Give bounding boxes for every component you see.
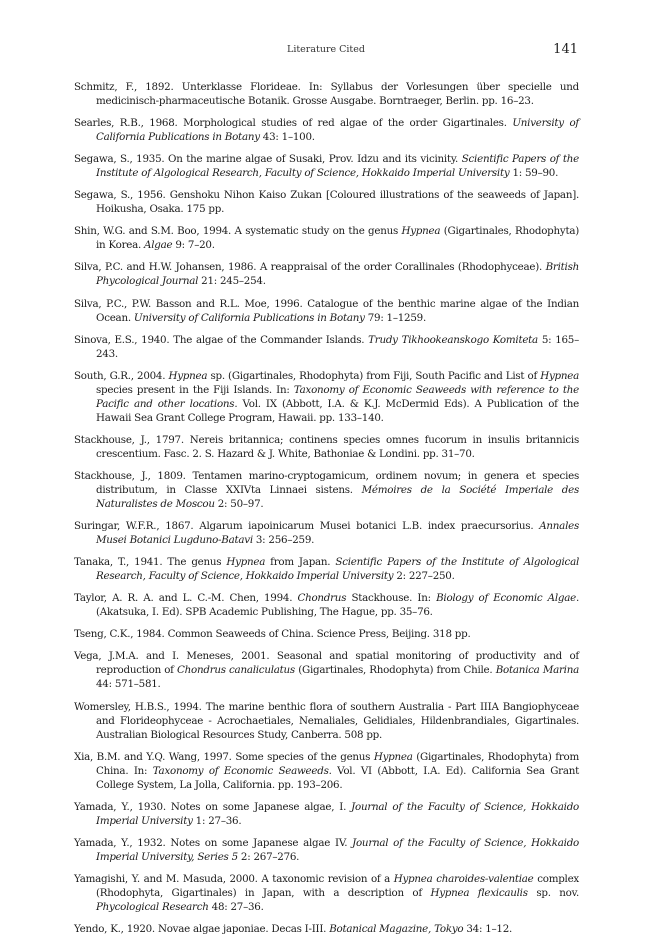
reference-italic-text: Phycological Research <box>96 900 209 913</box>
reference-text: 44: 571–581. <box>96 678 161 691</box>
reference-entry <box>74 333 579 361</box>
reference-entry <box>74 260 579 288</box>
reference-text: Womersley, H.B.S., 1994. The marine benthic flora of southern Australia - Part IIIA Bangiophyceae and Florideophyceae - Acrochaetiales, Nemaliales, Gelidiales, Hildenbrandiales, Gigartinales. Australian Biological Resources Study, Canberra. 508 pp. <box>74 700 579 741</box>
reference-text: South, G.R., 2004. <box>74 369 169 382</box>
reference-text: 1: 59–90. <box>509 167 559 180</box>
reference-text: Stackhouse, J., 1809. Tentamen marino-cryptogamicum, ordinem novum; in genera et species distributum, in Classe XXIVta Linnaei sistens. <box>74 469 579 496</box>
reference-text: 34: 1–12. <box>463 922 513 935</box>
reference-text: Silva, P.C., P.W. Basson and R.L. Moe, 1996. Catalogue of the benthic marine algae of the Indian Ocean. <box>74 297 579 324</box>
reference-italic-text: Journal of the Faculty of Science, Hokkaido Imperial University <box>96 800 579 827</box>
reference-text: Segawa, S., 1935. On the marine algae of Susaki, Prov. Idzu and its vicinity. <box>74 153 462 166</box>
reference-text: Yendo, K., 1920. Novae algae japoniae. Decas I-III. <box>74 922 330 935</box>
reference-italic-text: University of California Publications in Botany <box>96 117 579 144</box>
reference-italic-text: Hypnea <box>168 369 208 382</box>
reference-entry <box>74 369 579 425</box>
reference-text: 2: 50–97. <box>214 497 264 510</box>
running-head: Literature Cited <box>287 44 365 55</box>
reference-italic-text: University of California Publications in Botany <box>133 311 365 324</box>
reference-entry <box>74 700 579 742</box>
reference-text: 21: 245–254. <box>198 275 266 288</box>
reference-italic-text: British Phycological Journal <box>96 261 579 288</box>
reference-text: 2: 227–250. <box>393 570 455 583</box>
reference-italic-text: Chondrus canaliculatus <box>177 664 295 677</box>
reference-text: Stackhouse, J., 1797. Nereis britannica; continens species omnes fucorum in insulis britannicis crescentium. Fasc. 2. S. Hazard & J. White, Bathoniae & Londini. pp. 31–70. <box>74 433 579 460</box>
reference-text: Tanaka, T., 1941. The genus <box>74 556 227 569</box>
reference-text: . Vol. IX (Abbott, I.A. & K.J. McDermid Eds). A Publication of the Hawaii Sea Grant College Program, Hawaii. pp. 133–140. <box>96 397 580 424</box>
reference-text: 9: 7–20. <box>172 239 215 252</box>
reference-text: 79: 1–1259. <box>364 311 426 324</box>
reference-text: Searles, R.B., 1968. Morphological studies of red algae of the order Gigartinales. <box>74 117 513 130</box>
reference-text: Yamada, Y., 1932. Notes on some Japanese algae IV. <box>74 836 353 849</box>
reference-italic-text: Hypnea flexicaulis <box>430 886 528 899</box>
reference-text: Stackhouse. In: <box>346 592 437 605</box>
reference-entry <box>74 750 579 792</box>
reference-text: (Gigartinales, Rhodophyta) in Korea. <box>96 225 580 252</box>
reference-italic-text: Botanical Magazine, Tokyo <box>329 922 464 935</box>
reference-entry <box>74 433 579 461</box>
reference-italic-text: Algae <box>144 239 173 252</box>
reference-italic-text: Annales Musei Botanici Lugduno-Batavi <box>96 520 579 547</box>
reference-italic-text: Chondrus <box>297 592 347 605</box>
reference-text: (Gigartinales, Rhodophyta) from China. In: <box>96 750 580 777</box>
reference-text: from Japan. <box>265 556 336 569</box>
reference-text: 43: 1–100. <box>259 131 315 144</box>
reference-entry <box>74 627 579 641</box>
reference-text: 3: 256–259. <box>252 534 315 547</box>
reference-text: Shin, W.G. and S.M. Boo, 1994. A systematic study on the genus <box>74 225 402 238</box>
reference-text: Silva, P.C. and H.W. Johansen, 1986. A reappraisal of the order Corallinales (Rhodophyceae). <box>74 261 546 274</box>
reference-italic-text: Hypnea <box>226 556 266 569</box>
page-number: 141 <box>553 42 578 57</box>
reference-text: 5: 165–243. <box>96 333 579 360</box>
reference-entry <box>74 800 579 828</box>
reference-text: 2: 267–276. <box>237 850 300 863</box>
reference-text: (Akatsuka, I. Ed). SPB Academic Publishing, The Hague, pp. 35–76. <box>96 606 433 619</box>
reference-italic-text: Biology of Economic Algae. <box>436 592 579 605</box>
reference-entry <box>74 224 579 252</box>
reference-text: 1: 27–36. <box>192 814 242 827</box>
reference-text: complex (Rhodophyta, Gigartinales) in Japan, with a description of <box>96 872 579 899</box>
reference-entry <box>74 80 579 108</box>
reference-text: Tseng, C.K., 1984. Common Seaweeds of China. Science Press, Beijing. 318 pp. <box>74 628 471 641</box>
reference-text: sp. (Gigartinales, Rhodophyta) from Fiji, South Pacific and List of <box>207 369 541 382</box>
reference-italic-text: Trudy Tikhookeanskogo Komiteta <box>368 333 538 346</box>
reference-entry <box>74 469 579 511</box>
reference-italic-text: Journal of the Faculty of Science, Hokkaido Imperial University, Series 5 <box>96 836 579 863</box>
reference-italic-text: Taxonomy of Economic Seaweeds with reference to the Pacific and other locations <box>96 383 579 410</box>
reference-text: . Vol. VI (Abbott, I.A. Ed). California Sea Grant College System, La Jolla, California. pp. 193–206. <box>96 764 579 791</box>
reference-text: Schmitz, F., 1892. Unterklasse Florideae. In: Syllabus der Vorlesungen über specielle und medicinisch-pharmaceutische Botanik. Grosse Ausgabe. Borntraeger, Berlin. pp. 16–23. <box>74 81 579 107</box>
reference-italic-text: Hypnea <box>540 369 579 382</box>
reference-italic-text: Taxonomy of Economic Seaweeds <box>152 764 329 777</box>
reference-text: Yamagishi, Y. and M. Masuda, 2000. A taxonomic revision of a <box>74 872 394 885</box>
reference-entry <box>74 116 579 144</box>
reference-italic-text: Botanica Marina <box>495 664 579 677</box>
reference-entry <box>74 872 579 914</box>
reference-entry <box>74 836 579 864</box>
reference-text: Xia, B.M. and Y.Q. Wang, 1997. Some species of the genus <box>74 750 374 763</box>
reference-italic-text: Hypnea <box>401 225 441 238</box>
reference-entry <box>74 188 579 216</box>
reference-entry <box>74 152 579 180</box>
reference-entry <box>74 555 579 583</box>
reference-text: (Gigartinales, Rhodophyta) from Chile. <box>294 664 496 677</box>
reference-text: sp. nov. <box>527 886 579 899</box>
reference-entry <box>74 649 579 691</box>
reference-entry <box>74 922 579 936</box>
reference-italic-text: Mémoires de la Société Imperiale des Naturalistes de Moscou <box>96 483 580 510</box>
reference-italic-text: Hypnea charoides-valentiae <box>393 872 534 885</box>
reference-italic-text: Hypnea <box>373 750 413 763</box>
reference-text: Yamada, Y., 1930. Notes on some Japanese algae, I. <box>74 800 352 813</box>
reference-text: Sinova, E.S., 1940. The algae of the Commander Islands. <box>74 333 369 346</box>
reference-entry <box>74 297 579 325</box>
reference-italic-text: Scientific Papers of the Institute of Algological Research, Faculty of Science, Hokkaido Imperial University <box>96 153 579 180</box>
reference-text: Suringar, W.F.R., 1867. Algarum iapoinicarum Musei botanici L.B. index praecursorius. <box>74 520 540 533</box>
reference-text: Taylor, A. R. A. and L. C.-M. Chen, 1994. <box>74 592 298 605</box>
reference-text: Vega, J.M.A. and I. Meneses, 2001. Seasonal and spatial monitoring of productivity and of reproduction of <box>74 650 579 677</box>
reference-text: species present in the Fiji Islands. In: <box>96 383 294 396</box>
reference-entry <box>74 591 579 619</box>
reference-italic-text: Scientific Papers of the Institute of Algological Research, Faculty of Science, Hokkaido Imperial University <box>96 556 579 583</box>
reference-text: 48: 27–36. <box>208 900 264 913</box>
reference-entry <box>74 519 579 547</box>
reference-text: Segawa, S., 1956. Genshoku Nihon Kaiso Zukan [Coloured illustrations of the seaweeds of Japan]. Hoikusha, Osaka. 175 pp. <box>74 189 579 216</box>
reference-list <box>74 80 579 944</box>
